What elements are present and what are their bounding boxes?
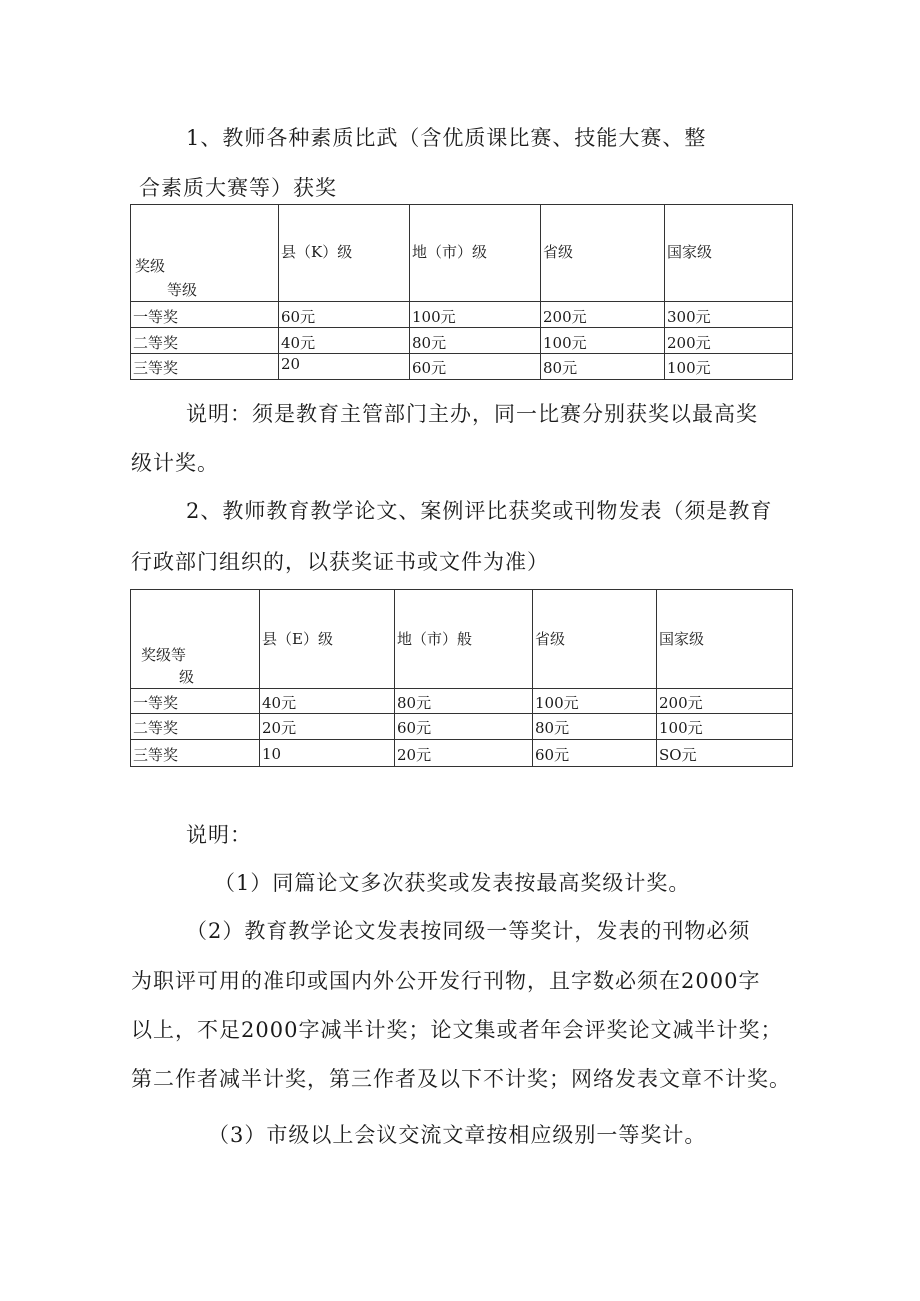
table1-cell: 300元 bbox=[665, 302, 793, 328]
notes-item-2-line4: 第二作者减半计奖，第三作者及以下不计奖；网络发表文章不计奖。 bbox=[131, 1067, 791, 1091]
table-row bbox=[131, 328, 793, 354]
section2-heading-line1: 2、教师教育教学论文、案例评比获奖或刊物发表（须是教育 bbox=[186, 499, 773, 523]
table1-cell: 80元 bbox=[410, 328, 541, 354]
table-row bbox=[131, 302, 793, 328]
table2-row-label: 三等奖 bbox=[131, 740, 260, 767]
table1-cell: 80元 bbox=[541, 354, 665, 380]
table2-cell: SO元 bbox=[657, 740, 793, 767]
table1-corner-cell bbox=[131, 205, 279, 302]
table2-cell: 100元 bbox=[533, 689, 657, 714]
table1-corner-top: 奖级 bbox=[135, 257, 166, 275]
notes-item-1: （1）同篇论文多次获奖或发表按最高奖级计奖。 bbox=[214, 871, 691, 895]
table-row bbox=[131, 689, 793, 714]
section1-note-line1: 说明：须是教育主管部门主办，同一比赛分别获奖以最高奖 bbox=[186, 402, 758, 426]
table2-cell: 60元 bbox=[533, 740, 657, 767]
section1-heading-line2: 合素质大赛等）获奖 bbox=[139, 176, 337, 200]
table1-col-header: 县（K）级 bbox=[279, 205, 410, 302]
table2-cell: 100元 bbox=[657, 714, 793, 740]
table1-row-label: 三等奖 bbox=[131, 354, 279, 380]
table2-corner-cell bbox=[131, 590, 260, 689]
award-table-1 bbox=[130, 204, 793, 380]
table1-cell: 40元 bbox=[279, 328, 410, 354]
table1-row-label: 二等奖 bbox=[131, 328, 279, 354]
table2-cell: 10 bbox=[260, 740, 395, 767]
table-row bbox=[131, 714, 793, 740]
table2-cell: 40元 bbox=[260, 689, 395, 714]
section1-heading-line1: 1、教师各种素质比武（含优质课比赛、技能大赛、整 bbox=[186, 126, 707, 150]
table2-row-label: 二等奖 bbox=[131, 714, 260, 740]
table1-corner-bottom: 等级 bbox=[167, 281, 198, 299]
table1-col-header: 国家级 bbox=[665, 205, 793, 302]
table1-cell: 100元 bbox=[410, 302, 541, 328]
table2-corner-bottom: 级 bbox=[179, 668, 195, 686]
table1-cell: 60元 bbox=[279, 302, 410, 328]
table2-row-label: 一等奖 bbox=[131, 689, 260, 714]
table-row bbox=[131, 354, 793, 380]
table2-corner-top: 奖级等 bbox=[141, 646, 187, 664]
table1-cell: 200元 bbox=[541, 302, 665, 328]
table2-cell: 80元 bbox=[533, 714, 657, 740]
table2-cell: 200元 bbox=[657, 689, 793, 714]
table1-row-label: 一等奖 bbox=[131, 302, 279, 328]
section1-note-line2: 级计奖。 bbox=[131, 451, 219, 475]
table2-col-header: 省级 bbox=[533, 590, 657, 689]
notes-item-2-line3: 以上，不足2000字减半计奖；论文集或者年会评奖论文减半计奖； bbox=[131, 1018, 783, 1042]
table1-col-header: 省级 bbox=[541, 205, 665, 302]
table2-cell: 60元 bbox=[395, 714, 533, 740]
table2-cell: 20元 bbox=[395, 740, 533, 767]
table2-cell: 80元 bbox=[395, 689, 533, 714]
table2-col-header: 国家级 bbox=[657, 590, 793, 689]
table2-col-header: 地（市）般 bbox=[395, 590, 533, 689]
table1-cell: 100元 bbox=[541, 328, 665, 354]
table1-cell: 60元 bbox=[410, 354, 541, 380]
notes-item-2-line1: （2）教育教学论文发表按同级一等奖计，发表的刊物必须 bbox=[186, 919, 751, 943]
table2-col-header: 县（E）级 bbox=[260, 590, 395, 689]
table1-cell: 200元 bbox=[665, 328, 793, 354]
table1-cell: 20 bbox=[279, 354, 410, 380]
table1-col-header: 地（市）级 bbox=[410, 205, 541, 302]
table-row bbox=[131, 740, 793, 767]
section2-heading-line2: 行政部门组织的，以获奖证书或文件为准） bbox=[131, 550, 549, 574]
notes-item-3: （3）市级以上会议交流文章按相应级别一等奖计。 bbox=[208, 1123, 707, 1147]
table2-cell: 20元 bbox=[260, 714, 395, 740]
notes-title: 说明： bbox=[186, 823, 252, 847]
table1-cell: 100元 bbox=[665, 354, 793, 380]
notes-item-2-line2: 为职评可用的准印或国内外公开发行刊物，且字数必须在2000字 bbox=[131, 969, 761, 993]
award-table-2 bbox=[130, 589, 793, 767]
